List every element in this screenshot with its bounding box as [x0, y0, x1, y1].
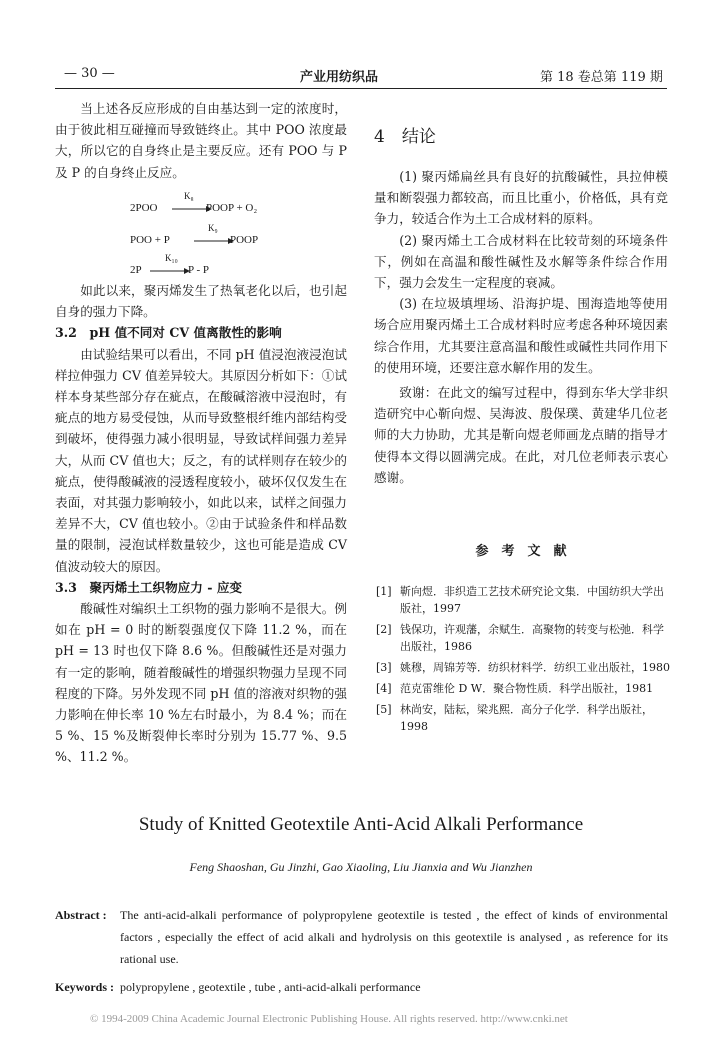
- reaction-1-right: POOP + O₂: [206, 202, 258, 214]
- right-column-body: [374, 166, 668, 488]
- left-paragraph-1: 当上述各反应形成的自由基达到一定的浓度时，由于彼此相互碰撞而导致链终止。其中 POO 浓度最大，所以它的自身终止是主要反应。还有 POO 与 P 及 P 的自身终止反应。: [55, 101, 347, 180]
- conclusion-2: (2) 聚丙烯土工合成材料在比较苛刻的环境条件下，例如在高温和酸性碱性及水解等条件综合作用下，强力会发生一定程度的衰减。: [374, 232, 668, 291]
- reaction-1-k: K₈: [184, 191, 194, 201]
- reaction-2-left: POO + P: [130, 234, 170, 246]
- reaction-3-right: P - P: [188, 264, 209, 276]
- page-number: — 30 —: [64, 66, 115, 81]
- abstract-label: Abstract :: [55, 908, 107, 922]
- abstract-text: The anti-acid-alkali performance of polypropylene geotextile is tested , the effect of kinds of environmental factors , especially the effect of acid alkali and hydrolysis on this geotextile is analysed , as reference for its rational use.: [120, 908, 668, 966]
- issue-info: 第 18 卷总第 119 期: [540, 70, 663, 85]
- reference-item: [4] 范克雷维伦 D W．聚合物性质．科学出版社，1981: [376, 682, 654, 695]
- reaction-2-right: POOP: [230, 234, 259, 246]
- conclusion-3: (3) 在垃圾填埋场、沿海护堤、围海造地等使用场合应用聚丙烯土工合成材料时应考虑各种环境因素综合作用，尤其要注意高温和酸性或碱性共同作用下的使用环境，还要注意水解作用的发生。: [374, 296, 668, 375]
- paragraph-3: 由试验结果可以看出，不同 pH 值浸泡液浸泡试样拉伸强力 CV 值差异较大。其原因分析如下：①试样本身某些部分存在疵点，在酸碱溶液中浸泡时，有疵点的地方易受侵蚀，从而导致整根纤维内部结构受到破坏，使得强力减小很明显，导致试样间强力差异大，从而 CV 值也大；反之，有的试样则存在较少的疵点，使得酸碱液的浸透程度较小，破坏仅仅发生在表面，对其强力影响较小，如此以来，试样之间强力差异不大，CV 值也较小。②由于试验条件和样品数量的限制，浸泡试样数量较少，这也可能是造成 CV 值波动较大的原因。: [55, 346, 347, 574]
- reaction-3-k: K₁₀: [165, 253, 178, 263]
- reaction-arrow-3: [150, 267, 190, 275]
- reaction-arrow-2: [194, 237, 234, 245]
- conclusion-1: (1) 聚丙烯扁丝具有良好的抗酸碱性，具拉伸模量和断裂强力都较高，而且比重小，价格低，具有竞争力，较适合作为土工合成材料的原料。: [374, 169, 668, 227]
- keywords-label: Keywords :: [55, 980, 114, 994]
- reference-item: [1] 靳向煜．非织造工艺技术研究论文集．中国纺织大学出版社，1997: [376, 585, 664, 615]
- reference-item: [2] 钱保功，许观藩，余赋生．高聚物的转变与松弛．科学出版社，1986: [376, 623, 664, 653]
- header-rule: [55, 88, 667, 89]
- references-title: 参 考 文 献: [475, 544, 567, 559]
- english-authors: Feng Shaoshan, Gu Jinzhi, Gao Xiaoling, Liu Jianxia and Wu Jianzhen: [189, 860, 533, 874]
- section-3-2-title: 3.2 pH 值不同对 CV 值离散性的影响: [55, 325, 282, 341]
- section-3-3-title: 3.3 聚丙烯土工织物应力 - 应变: [55, 579, 243, 595]
- journal-name: 产业用纺织品: [300, 70, 379, 85]
- section-4-title: 4 结论: [374, 127, 436, 147]
- reaction-2-k: K₉: [208, 223, 218, 233]
- keywords-text: polypropylene , geotextile , tube , anti-acid-alkali performance: [120, 980, 421, 994]
- left-column-body: [55, 280, 347, 768]
- paragraph-4: 酸碱性对编织土工织物的强力影响不是很大。例如在 pH = 0 时的断裂强度仅下降 11.2 %，而在 pH = 13 时也仅下降 8.6 %。但酸碱性还是对强力有一定的影响，随着酸碱性的增强织物强力呈现不同程度的下降。另外发现不同 pH 值的溶液对织物的强力影响在伸长率 10 %左右时最小，为 8.4 %；而在 5 %、15 %及断裂伸长率时分别为 15.77 %、9.5 %、11.2 %。: [55, 601, 347, 765]
- acknowledgement: 致谢：在此文的编写过程中，得到东华大学非织造研究中心靳向煜、吴海波、殷保璞、黄建华几位老师的大力协助，尤其是靳向煜老师画龙点睛的指导才使得本文得以圆满完成。在此，对几位老师表示衷心感谢。: [374, 385, 668, 485]
- reference-item: [5] 林尚安，陆耘，梁兆熙．高分子化学．科学出版社，1998: [376, 703, 653, 733]
- copyright-footer: © 1994-2009 China Academic Journal Electronic Publishing House. All rights reserved. http://www.cnki.net: [90, 1013, 568, 1025]
- reaction-1-left: 2POO: [130, 202, 158, 214]
- reference-item: [3] 姚穆，周锦芳等．纺织材料学．纺织工业出版社，1980: [376, 661, 670, 674]
- reference-list: [376, 583, 670, 739]
- paragraph-2: 如此以来，聚丙烯发生了热氧老化以后，也引起自身的强力下降。: [55, 283, 347, 320]
- english-title: Study of Knitted Geotextile Anti-Acid Alkali Performance: [138, 814, 584, 835]
- reaction-3-left: 2P: [130, 264, 142, 276]
